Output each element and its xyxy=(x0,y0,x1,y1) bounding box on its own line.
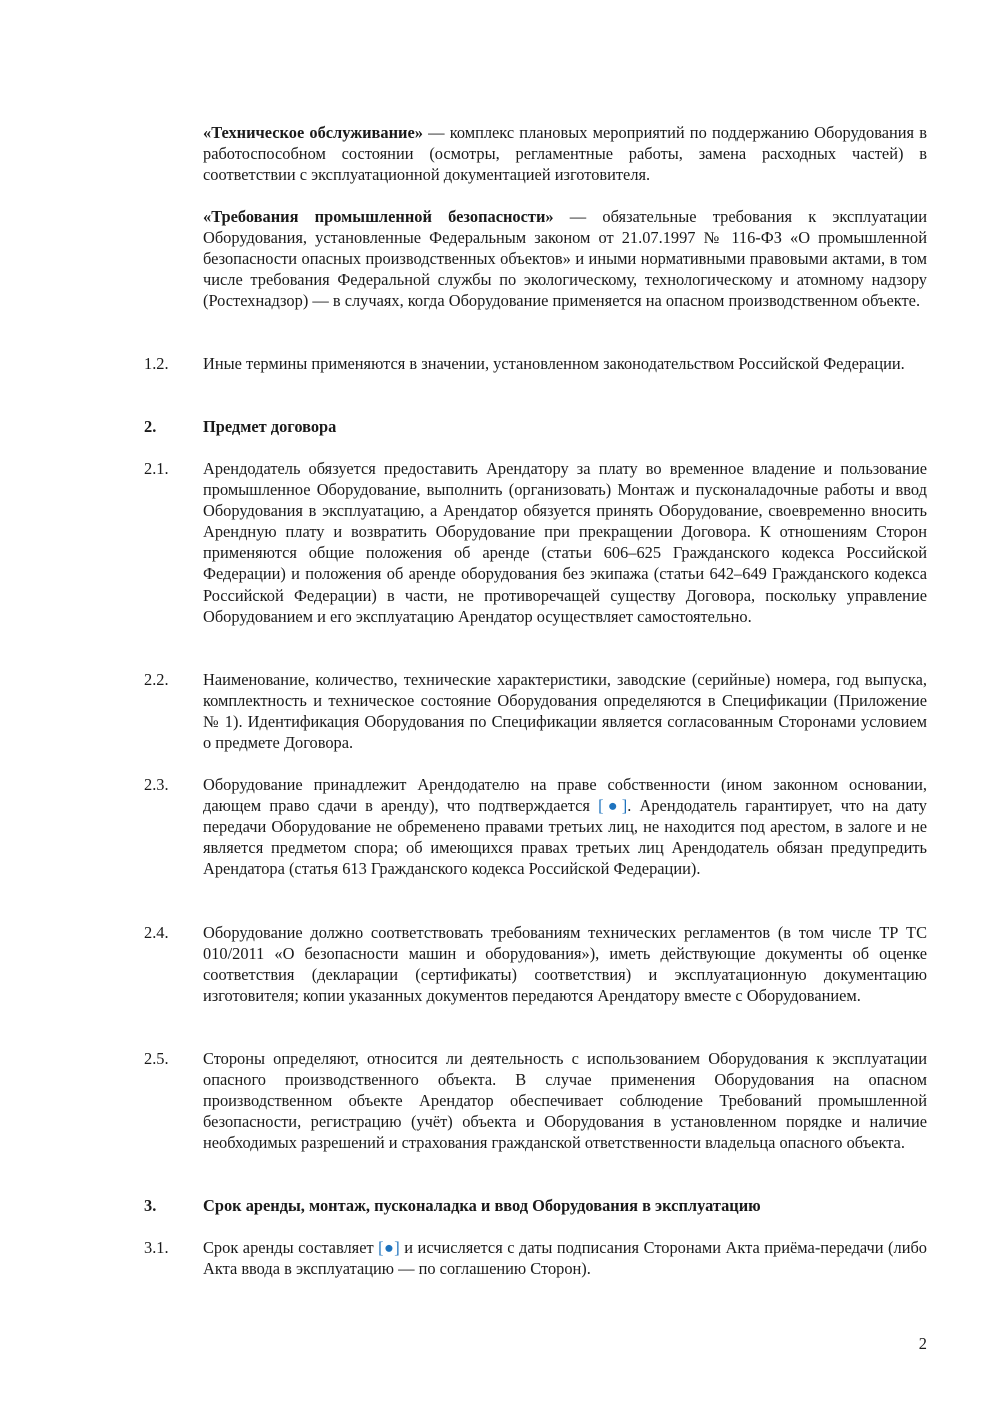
clause-text: Наименование, количество, технические характеристики, заводские (серийные) номера, год выпуска, комплектность и техническое состояние Оборудования определяются в Спецификации (Приложение № 1). Идентификация Оборудования по Спецификации является согласованным Сторонами условием о предмете Договора. xyxy=(203,670,927,753)
definition-maintenance xyxy=(203,122,927,185)
clause-text: Стороны определяют, относится ли деятельность с использованием Оборудования к эксплуатации опасного производственного объекта. В случае применения Оборудования на опасном производственном объекте Арендатор обеспечивает соблюдение Требований промышленной безопасности, регистрацию (учёт) объекта и Оборудования в установленном порядке и наличие необходимых разрешений и страхования гражданской ответственности владельца опасного объекта. xyxy=(203,1049,927,1153)
clause-number: 1.2. xyxy=(144,354,169,373)
clause-text xyxy=(203,1237,927,1279)
definition-term: «Требования промышленной безопасности» xyxy=(203,207,554,226)
clause-number: 3.1. xyxy=(144,1238,169,1257)
definition-text: — обязательные требования к эксплуатации Оборудования, установленные Федеральным законом от 21.07.1997 № 116-ФЗ «О промышленной безопасности опасных производственных объектов» и иными нормативными правовыми актами, в том числе требования Федеральной службы по экологическому, технологическому и атомному надзору (Ростехнадзор) — в случаях, когда Оборудование применяется на опасном производственном объекте. xyxy=(203,207,927,311)
placeholder-field: [●] xyxy=(598,796,628,816)
clause-number: 2.3. xyxy=(144,775,169,794)
section-title: Предмет договора xyxy=(203,417,337,436)
section-3-heading xyxy=(144,1195,927,1216)
clause-3-1 xyxy=(144,1237,927,1279)
clause-number: 2.4. xyxy=(144,923,169,942)
clause-1-2 xyxy=(144,353,927,374)
definition-industrial-safety xyxy=(203,206,927,311)
clause-text: Оборудование должно соответствовать требованиям технических регламентов (в том числе ТР ТС 010/2011 «О безопасности машин и оборудования»), иметь действующие документы об оценке соответствия (декларации (сертификаты) соответствия) и эксплуатационную документацию изготовителя; копии указанных документов передаются Арендатору вместе с Оборудованием. xyxy=(203,923,927,1006)
placeholder-field: [●] xyxy=(378,1238,400,1257)
section-2-heading xyxy=(144,416,927,437)
clause-2-3 xyxy=(144,774,927,879)
definition-term: «Техническое обслуживание» xyxy=(203,123,423,142)
clause-2-4 xyxy=(144,922,927,1006)
clause-2-1 xyxy=(144,458,927,627)
clause-text: Арендодатель обязуется предоставить Арендатору за плату во временное владение и пользование промышленное Оборудование, выполнить (организовать) Монтаж и пусконаладочные работы и ввод Оборудования в эксплуатацию, а Арендатор обязуется принять Оборудование, своевременно вносить Арендную плату и возвратить Оборудование при прекращении Договора. К отношениям Сторон применяются общие положения об аренде (статьи 606–625 Гражданского кодекса Российской Федерации) и положения об аренде оборудования без экипажа (статьи 642–649 Гражданского кодекса Российской Федерации) в части, не противоречащей существу Договора, поскольку управление Оборудованием и его эксплуатацию Арендатор осуществляет самостоятельно. xyxy=(203,459,927,626)
section-title: Срок аренды, монтаж, пусконаладка и ввод Оборудования в эксплуатацию xyxy=(203,1196,761,1215)
clause-number: 2.1. xyxy=(144,459,169,478)
definition-text: — комплекс плановых мероприятий по поддержанию Оборудования в работоспособном состоянии (осмотры, регламентные работы, замена расходных частей) в соответствии с эксплуатационной документацией изготовителя. xyxy=(203,123,927,185)
page-number: 2 xyxy=(918,1334,927,1353)
section-number: 3. xyxy=(144,1196,157,1215)
clause-2-5 xyxy=(144,1048,927,1153)
clause-text-part: Оборудование принадлежит Арендодателю на праве собственности (ином законном основании, дающем право сдачи в аренду), что подтверждается xyxy=(203,775,927,816)
clause-2-2 xyxy=(144,669,927,753)
clause-text-part: и исчисляется с даты подписания Сторонами Акта приёма-передачи (либо Акта ввода в эксплуатацию — по соглашению Сторон). xyxy=(203,1238,927,1279)
clause-text: Иные термины применяются в значении, установленном законодательством Российской Федерации. xyxy=(203,354,905,373)
section-number: 2. xyxy=(144,417,157,436)
clause-number: 2.5. xyxy=(144,1049,169,1068)
clause-text-part: . Арендодатель гарантирует, что на дату передачи Оборудование не обременено правами третьих лиц, не находится под арестом, в залоге и не является предметом спора; об имеющихся правах третьих лиц Арендодатель обязан предупредить Арендатора (статья 613 Гражданского кодекса Российской Федерации). xyxy=(203,796,927,879)
clause-text xyxy=(203,774,927,879)
clause-text-part: Срок аренды составляет xyxy=(203,1238,379,1257)
clause-number: 2.2. xyxy=(144,670,169,689)
